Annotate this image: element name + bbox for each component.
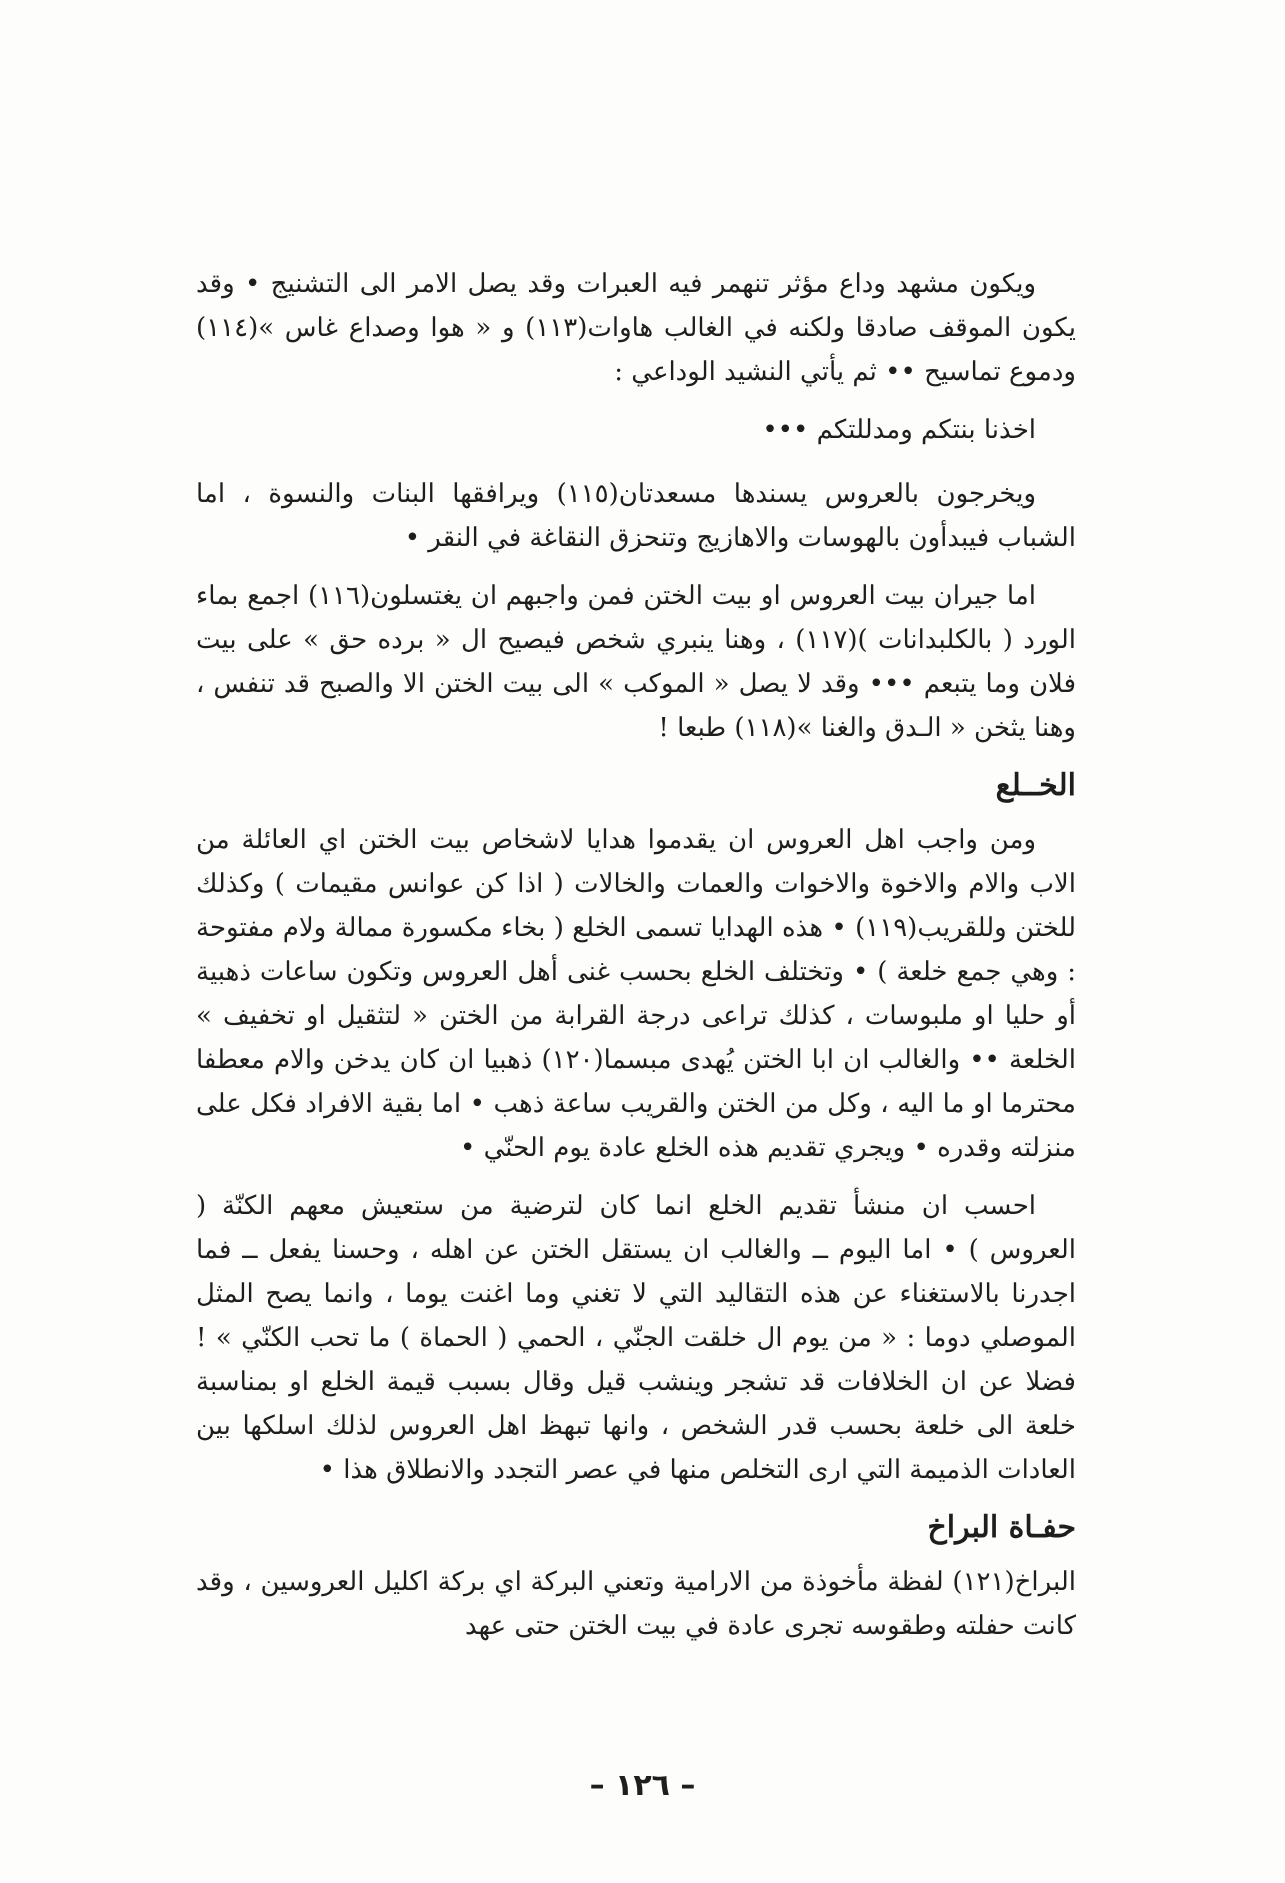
body-text <box>196 262 1076 1662</box>
paragraph-farewell: ويكون مشهد وداع مؤثر تنهمر فيه العبرات وقد يصل الامر الى التشنيج • وقد يكون الموقف صادقا ولكنه في الغالب هاوات(١١٣) و « هوا وصداع غاس »(١١٤) ودموع تماسيح •• ثم يأتي النشيد الوداعي : <box>196 269 1077 387</box>
paragraph-procession: ويخرجون بالعروس يسندها مسعدتان(١١٥) ويرافقها البنات والنسوة ، اما الشباب فيبدأون بالهوسات والاهازيج وتنحزق النقاغة في النقر • <box>196 479 1076 553</box>
paragraph-barakh: البراخ(١٢١) لفظة مأخوذة من الارامية وتعني البركة اي بركة اكليل العروسين ، وقد كانت حفلته وطقوسه تجرى عادة في بيت الختن حتى عهد <box>196 1567 1076 1641</box>
page-number: – ١٢٦ – <box>589 1768 696 1803</box>
paragraph-neighbors: اما جيران بيت العروس او بيت الختن فمن واجبهم ان يغتسلون(١١٦) اجمع بماء الورد ( بالكلبدانات )(١١٧) ، وهنا ينبري شخص فيصيح ال « برده حق » على بيت فلان وما يتبعم ••• وقد لا يصل « الموكب » الى بيت الختن الا والصبح قد تنفس ، وهنا يثخن « الـدق والغنا »(١١٨) طبعا ! <box>196 581 1076 743</box>
section-heading-khila: الخــلع <box>995 768 1076 803</box>
farewell-song-verse: اخذنا بنتكم ومدللتكم ••• <box>762 415 1036 445</box>
section-heading-barakh: حفـاة البراخ <box>927 1510 1076 1545</box>
paragraph-gifts: ومن واجب اهل العروس ان يقدموا هدايا لاشخاص بيت الختن اي العائلة من الاب والام والاخوة والاخوات والعمات والخالات ( اذا كن عوانس مقيمات ) وكذلك للختن وللقريب(١١٩) • هذه الهدايا تسمى الخلع ( بخاء مكسورة ممالة ولام مفتوحة : وهي جمع خلعة ) • وتختلف الخلع بحسب غنى أهل العروس وتكون ساعات ذهبية أو حليا او ملبوسات ، كذلك تراعى درجة القرابة من الختن « لتثقيل او تخفيف » الخلعة •• والغالب ان ابا الختن يُهدى مبسما(١٢٠) ذهبيا ان كان يدخن والام معطفا محترما او ما اليه ، وكل من الختن والقريب ساعة ذهب • اما بقية الافراد فكل على منزلته وقدره • ويجري تقديم هذه الخلع عادة يوم الحنّي • <box>196 825 1077 1163</box>
paragraph-opinion: احسب ان منشأ تقديم الخلع انما كان لترضية من ستعيش معهم الكنّة ( العروس ) • اما اليوم ــ والغالب ان يستقل الختن عن اهله ، وحسنا يفعل ــ فما اجدرنا بالاستغناء عن هذه التقاليد التي لا تغني وما اغنت يوما ، وانما يصح المثل الموصلي دوما : « من يوم ال خلقت الجنّي ، الحمي ( الحماة ) ما تحب الكنّي » ! فضلا عن ان الخلافات قد تشجر وينشب قيل وقال بسبب قيمة الخلع او بمناسبة خلعة الى خلعة بحسب قدر الشخص ، وانها تبهظ اهل العروس لذلك اسلكها بين العادات الذميمة التي ارى التخلص منها في عصر التجدد والانطلاق هذا • <box>196 1191 1076 1485</box>
